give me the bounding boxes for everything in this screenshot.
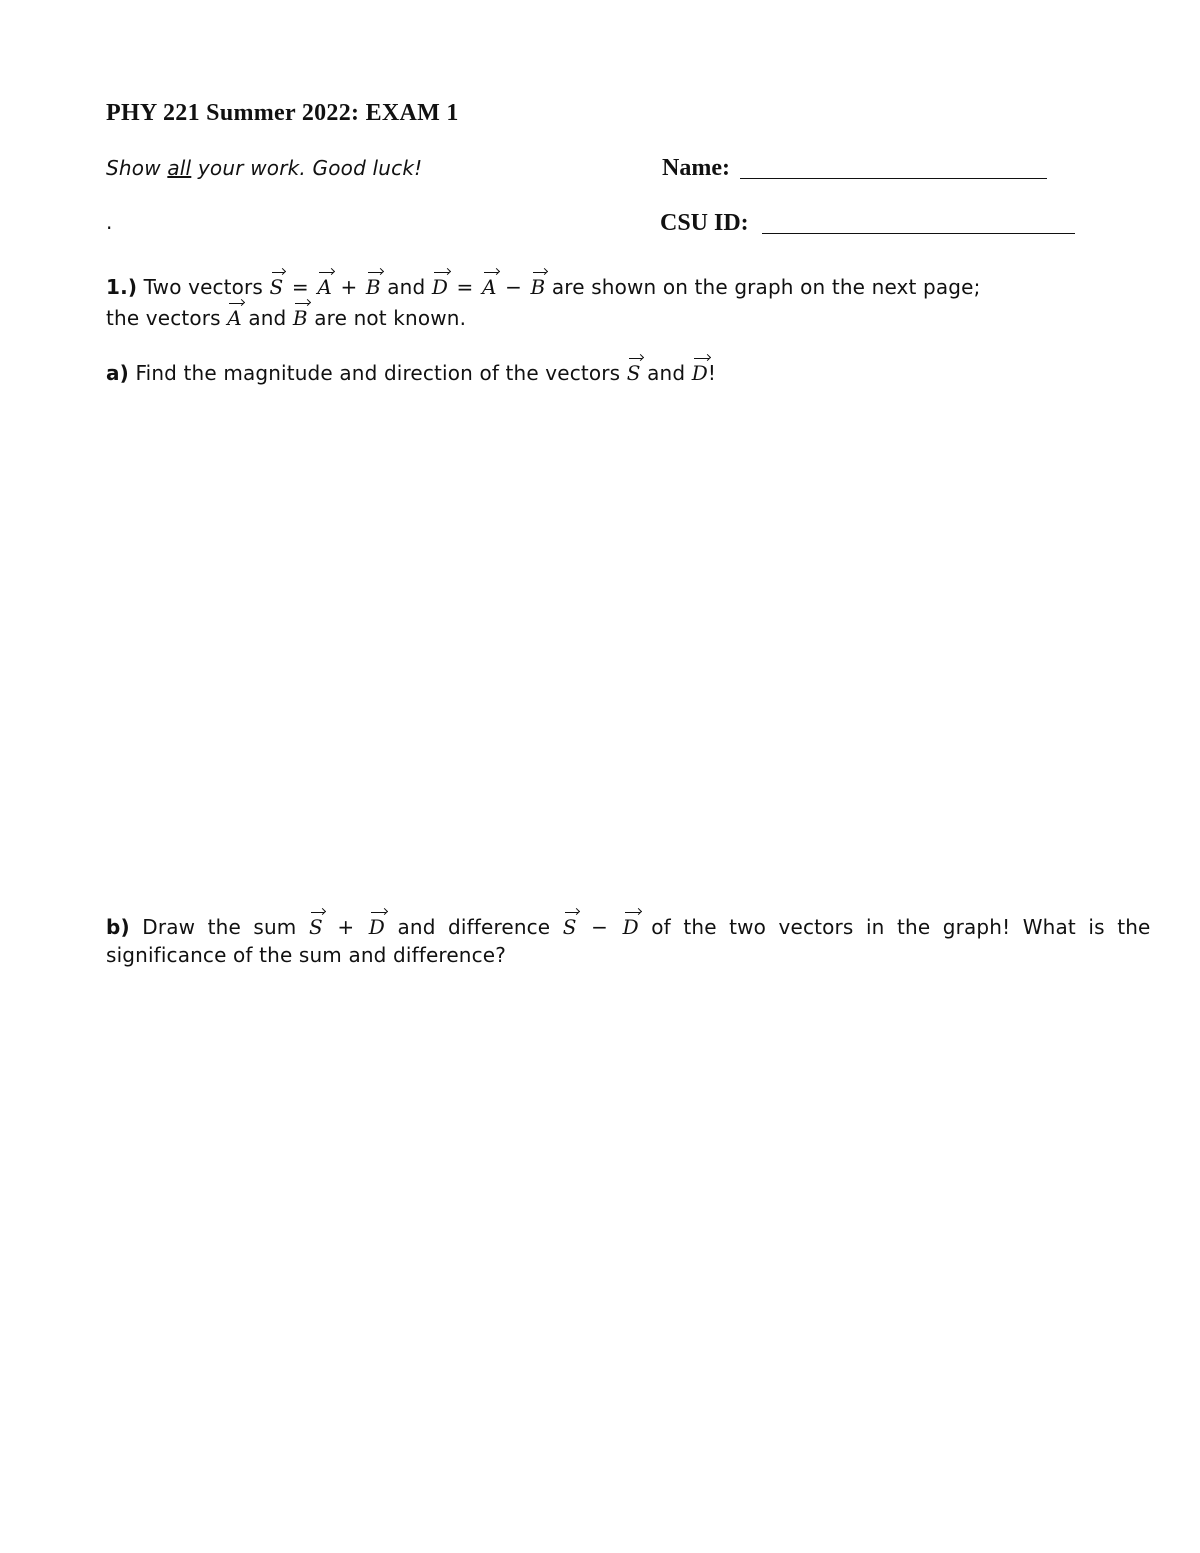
vector-s: S <box>562 915 577 939</box>
name-field[interactable] <box>740 178 1047 179</box>
vector-b: B <box>292 306 308 330</box>
part-b-text-a: Draw the sum <box>142 915 297 939</box>
vector-s: S <box>269 275 284 299</box>
vector-d: D <box>368 915 385 939</box>
equals-sign: = <box>456 275 474 299</box>
exam-title: PHY 221 Summer 2022: EXAM 1 <box>106 100 459 126</box>
minus-sign: − <box>591 915 609 939</box>
q1-line2-text-b: are not known. <box>314 306 467 330</box>
vector-a: A <box>227 306 242 330</box>
vector-s: S <box>626 361 641 385</box>
name-label: Name: <box>662 155 730 181</box>
instructions-underlined: all <box>167 156 192 180</box>
part-b-text-c: of the two vectors in the graph! What is the <box>651 915 1151 939</box>
vector-d: D <box>431 275 449 299</box>
part-a <box>106 361 716 385</box>
question-number: 1.) <box>106 275 138 299</box>
part-b-label: b) <box>106 915 130 939</box>
question1-line1 <box>106 275 980 299</box>
part-a-text: Find the magnitude and direction of the vectors <box>135 361 621 385</box>
equals-sign: = <box>291 275 309 299</box>
plus-sign: + <box>340 275 358 299</box>
part-b-line1 <box>106 915 1151 939</box>
csu-id-field[interactable] <box>762 233 1075 234</box>
vector-d: D <box>622 915 639 939</box>
part-a-label: a) <box>106 361 129 385</box>
instructions <box>106 156 422 180</box>
vector-s: S <box>308 915 323 939</box>
q1-line2-and: and <box>248 306 287 330</box>
vector-a: A <box>317 275 332 299</box>
vector-b: B <box>365 275 381 299</box>
instructions-before: Show <box>106 156 168 180</box>
q1-line2-text-a: the vectors <box>106 306 221 330</box>
q1-text-a: Two vectors <box>143 275 263 299</box>
csu-id-label: CSU ID: <box>660 210 749 236</box>
plus-sign: + <box>337 915 355 939</box>
vector-d: D <box>691 361 708 385</box>
part-a-exclamation: ! <box>707 361 717 385</box>
part-b-text-b: and difference <box>397 915 551 939</box>
stray-dot: . <box>106 210 113 234</box>
q1-text-b: are shown on the graph on the next page; <box>551 275 981 299</box>
part-b-line2: significance of the sum and difference? <box>106 943 506 967</box>
part-a-and: and <box>647 361 686 385</box>
minus-sign: − <box>505 275 523 299</box>
vector-b: B <box>530 275 546 299</box>
instructions-after: your work. Good luck! <box>191 156 423 180</box>
vector-a: A <box>481 275 497 299</box>
question1-line2 <box>106 306 466 330</box>
q1-and: and <box>387 275 426 299</box>
